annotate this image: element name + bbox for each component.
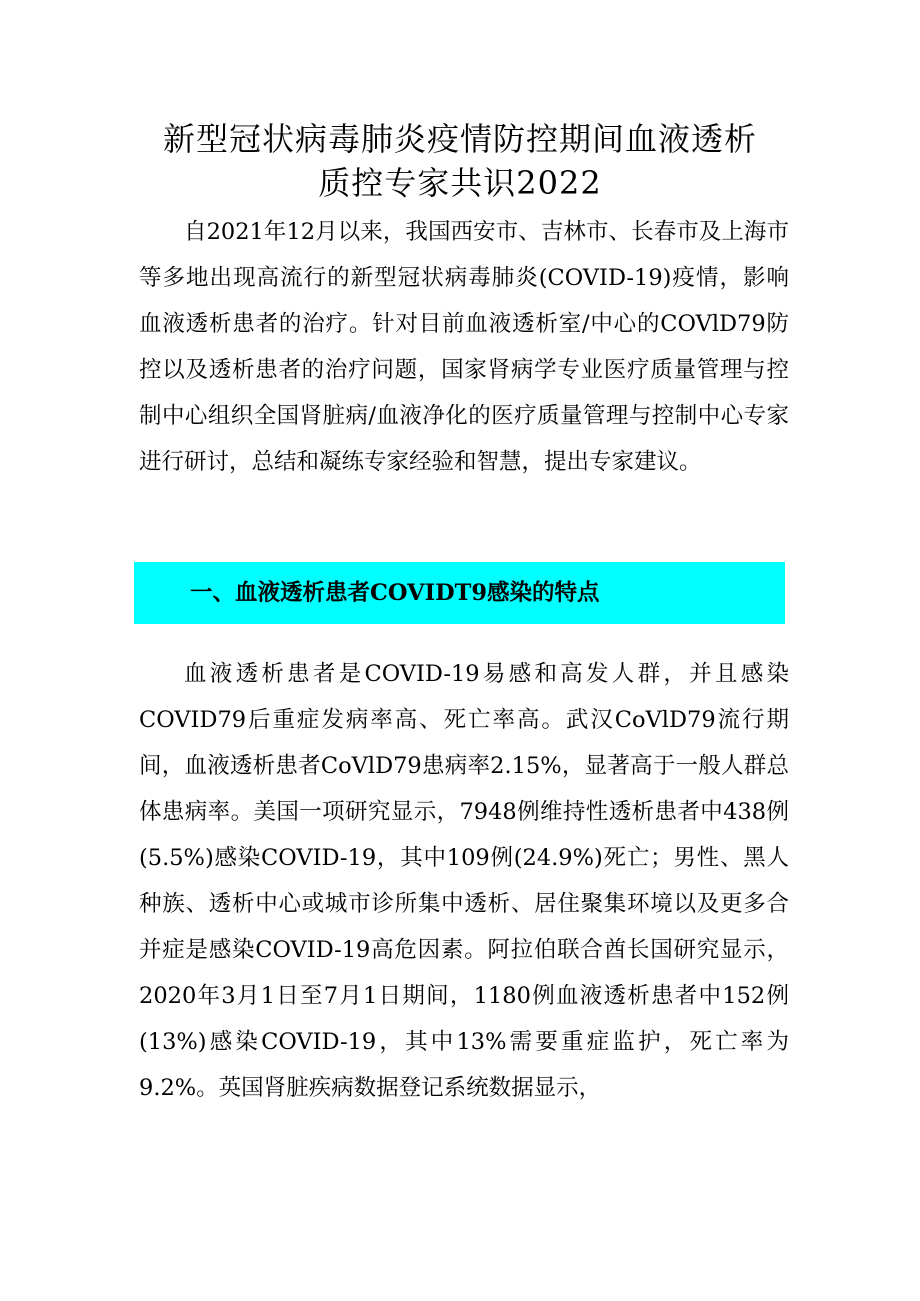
section-heading-band [134, 562, 785, 624]
section-paragraph: 血液透析患者是COVID-19易感和高发人群，并且感染COVID79后重症发病率高、死亡率高。武汉CoVlD79流行期间，血液透析患者CoVlD79患病率2.15%，显著高于一般人群总体患病率。美国一项研究显示，7948例维持性透析患者中438例(5.5%)感染COVID-19，其中109例(24.9%)死亡；男性、黑人种族、透析中心或城市诊所集中透析、居住聚集环境以及更多合并症是感染COVID-19高危因素。阿拉伯联合酋长国研究显示，2020年3月1日至7月1日期间，1180例血液透析患者中152例(13%)感染COVID-19，其中13%需要重症监护，死亡率为9.2%。英国肾脏疾病数据登记系统数据显示， [139, 661, 789, 1101]
document-title-line-2: 质控专家共识2022 [318, 164, 602, 202]
document-title-line-1: 新型冠状病毒肺炎疫情防控期间血液透析 [162, 120, 757, 158]
intro-paragraph: 自2021年12月以来，我国西安市、吉林市、长春市及上海市等多地出现高流行的新型冠状病毒肺炎(COVID-19)疫情，影响血液透析患者的治疗。针对目前血液透析室/中心的COVlD79防控以及透析患者的治疗问题，国家肾病学专业医疗质量管理与控制中心组织全国肾脏病/血液净化的医疗质量管理与控制中心专家进行研讨，总结和凝练专家经验和智慧，提出专家建议。 [139, 219, 789, 475]
section-heading: 一、血液透析患者COVIDT9感染的特点 [190, 580, 600, 606]
